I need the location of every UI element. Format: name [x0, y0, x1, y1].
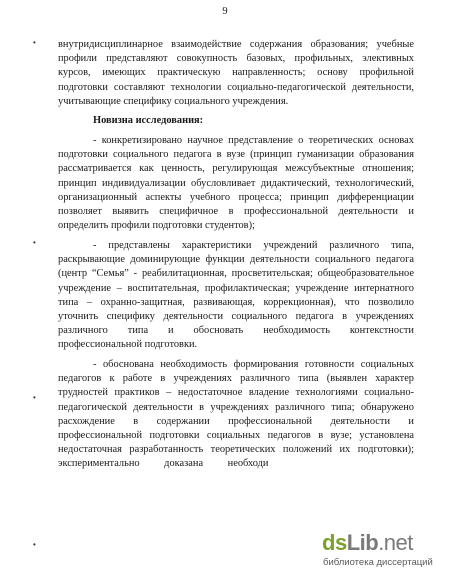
text-line: педагогов к работе в учреждениях различного типа (выявлен характер [58, 373, 414, 385]
scan-dot-mark: • [33, 540, 36, 549]
text-line: профессиональной подготовки социальных педагогов в вузе; установлена [58, 430, 414, 441]
text-line: уточнить специфику деятельности социального педагога в учреждениях [58, 311, 414, 322]
text-line: профессиональной подготовки. [58, 339, 198, 351]
scan-dot-mark: • [33, 238, 36, 247]
text-line: - конкретизировано научное представление о теоретических основах [93, 135, 414, 146]
text-line: экспериментально доказана необходи [58, 458, 269, 470]
text-line: (центр “Семья” - реабилитационная, просветительская; общеобразовательное [58, 268, 414, 280]
text-line: подготовки составляют технологии социально-педагогической деятельности, [58, 81, 414, 93]
text-line: раскрывающие доминирующие функции деятельности социального педагога [58, 254, 414, 266]
text-line: - обоснована необходимость формирования готовности социальных [93, 359, 414, 370]
text-line: различного типа и обосновать необходимость контекстности [58, 325, 414, 337]
watermark-subtitle: библиотека диссертаций [323, 557, 433, 568]
text-line: организационный аспекты учебного процесса; принцип дифференциации [58, 191, 414, 203]
text-line: недостаточная разработанность теоретических положений их подготовки); [58, 444, 414, 456]
text-line: расхождение в содержании профессиональной деятельности и [58, 415, 414, 427]
text-line: рассматривается как ценность, регулирующая межсубъектные отношения; [58, 163, 414, 175]
scan-dot-mark: • [33, 38, 36, 47]
logo-net: .net [378, 530, 413, 555]
text-line: принцип индивидуализации обусловливает дидактический, технологический, [58, 177, 414, 189]
page-number: 9 [222, 6, 228, 17]
dslib-logo [322, 530, 413, 556]
dslib-watermark [320, 530, 440, 574]
text-line: учитывающие специфику социального учреждения. [58, 95, 289, 107]
text-line: - представлены характеристики учреждений различного типа, [93, 240, 414, 251]
text-line: учреждение – воспитательная, профилактическая; учреждение интернатного [58, 282, 414, 294]
section-heading: Новизна исследования: [93, 115, 204, 126]
logo-ds: ds [322, 530, 347, 555]
text-line: профили представляют совокупность базовых, профильных, элективных [58, 53, 414, 65]
scan-dot-mark: • [33, 393, 36, 402]
text-line: педагогической деятельности в учреждениях различного типа; обнаружено [58, 401, 414, 413]
text-line: подготовки социального педагога в вузе (принцип гуманизации образования [58, 149, 414, 161]
text-line: позволяет выявить специфичное в профессиональной деятельности и [58, 206, 414, 217]
text-line: курсов, имеющих практическую направленность; основу профильной [58, 67, 414, 79]
logo-lib: Lib [346, 530, 379, 555]
text-line: внутридисциплинарное взаимодействие содержания образования; учебные [58, 39, 414, 50]
text-line: определить профили подготовки студентов); [58, 220, 255, 232]
text-line: типа – охранно-защитная, развивающая, коррекционная), что позволило [58, 296, 414, 308]
text-line: трудностей практиков – недостаточное владение технологиями социально- [58, 387, 414, 399]
